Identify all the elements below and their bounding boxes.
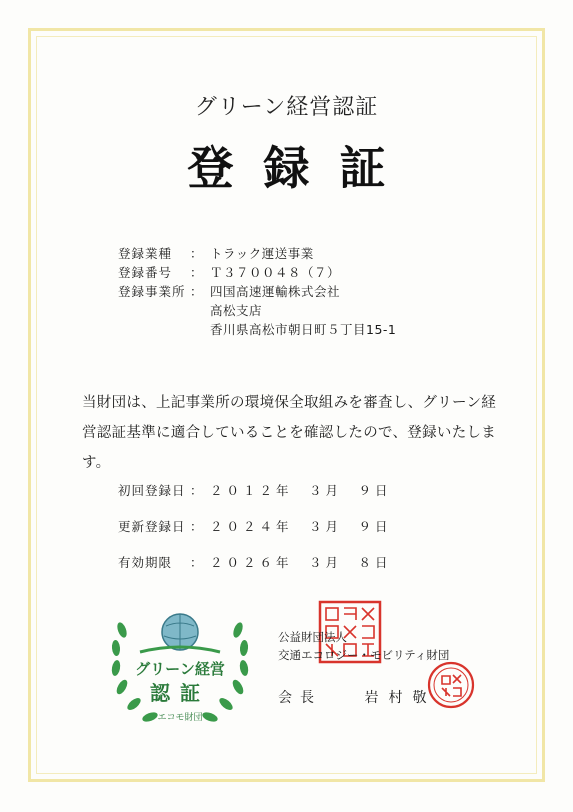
info-row-branch (118, 301, 396, 320)
info-label (118, 320, 190, 339)
emblem-text-2: 認証 (150, 681, 210, 705)
date-colon: ： (190, 483, 203, 498)
date-colon: ： (190, 519, 203, 534)
info-label: 登録番号 (118, 265, 173, 280)
president-title: 会長 (278, 690, 322, 706)
info-label: 登録事業所 (118, 284, 186, 299)
personal-round-seal-icon (426, 660, 476, 710)
info-colon: ： (190, 265, 203, 280)
certificate-title: 登録証 (187, 141, 416, 195)
emblem-text-3: エコモ財団 (157, 713, 203, 723)
date-colon: ： (190, 555, 203, 570)
info-colon: ： (190, 284, 203, 299)
org-type: 公益財団法人 (278, 630, 347, 644)
info-value: トラック運送事業 (210, 246, 314, 261)
date-row-expiry (118, 544, 392, 580)
info-row-industry (118, 244, 396, 263)
date-row-initial (118, 472, 392, 508)
date-label: 初回登録日 (118, 483, 186, 498)
info-colon (190, 320, 210, 339)
issuer-organization (278, 628, 449, 664)
emblem-text-1: グリーン経営 (135, 660, 225, 678)
certificate-subtitle: グリーン経営認証 (194, 95, 379, 120)
date-row-renewal (118, 508, 392, 544)
date-value: ２０２６年 ３月 ８日 (210, 555, 392, 570)
info-label: 登録業種 (118, 246, 173, 261)
registration-dates (118, 472, 392, 580)
issuer-signature (278, 687, 436, 707)
date-label: 有効期限 (118, 555, 173, 570)
org-name: 交通エコロジー・モビリティ財団 (278, 648, 450, 662)
info-colon (190, 301, 210, 320)
date-value: ２０１２年 ３月 ９日 (210, 483, 392, 498)
info-row-office (118, 282, 396, 301)
info-label (118, 301, 190, 320)
info-value: 四国高速運輸株式会社 (210, 284, 341, 299)
date-value: ２０２４年 ３月 ９日 (210, 519, 392, 534)
info-row-number (118, 263, 396, 282)
green-management-emblem (100, 590, 260, 740)
info-value: Ｔ３７００４８（７） (210, 265, 341, 280)
info-colon: ： (190, 246, 203, 261)
laurel-wreath-icon (100, 590, 260, 740)
certification-statement: 当財団は、上記事業所の環境保全取組みを審査し、グリーン経営認証基準に適合していることを確認したので、登録いたします。 (82, 395, 497, 471)
info-value: 高松支店 (210, 303, 263, 318)
president-name: 岩村敬 (364, 690, 437, 706)
info-value: 香川県高松市朝日町５丁目15-1 (210, 322, 397, 337)
date-label: 更新登録日 (118, 519, 186, 534)
info-row-address (118, 320, 396, 339)
registration-info (118, 244, 396, 339)
